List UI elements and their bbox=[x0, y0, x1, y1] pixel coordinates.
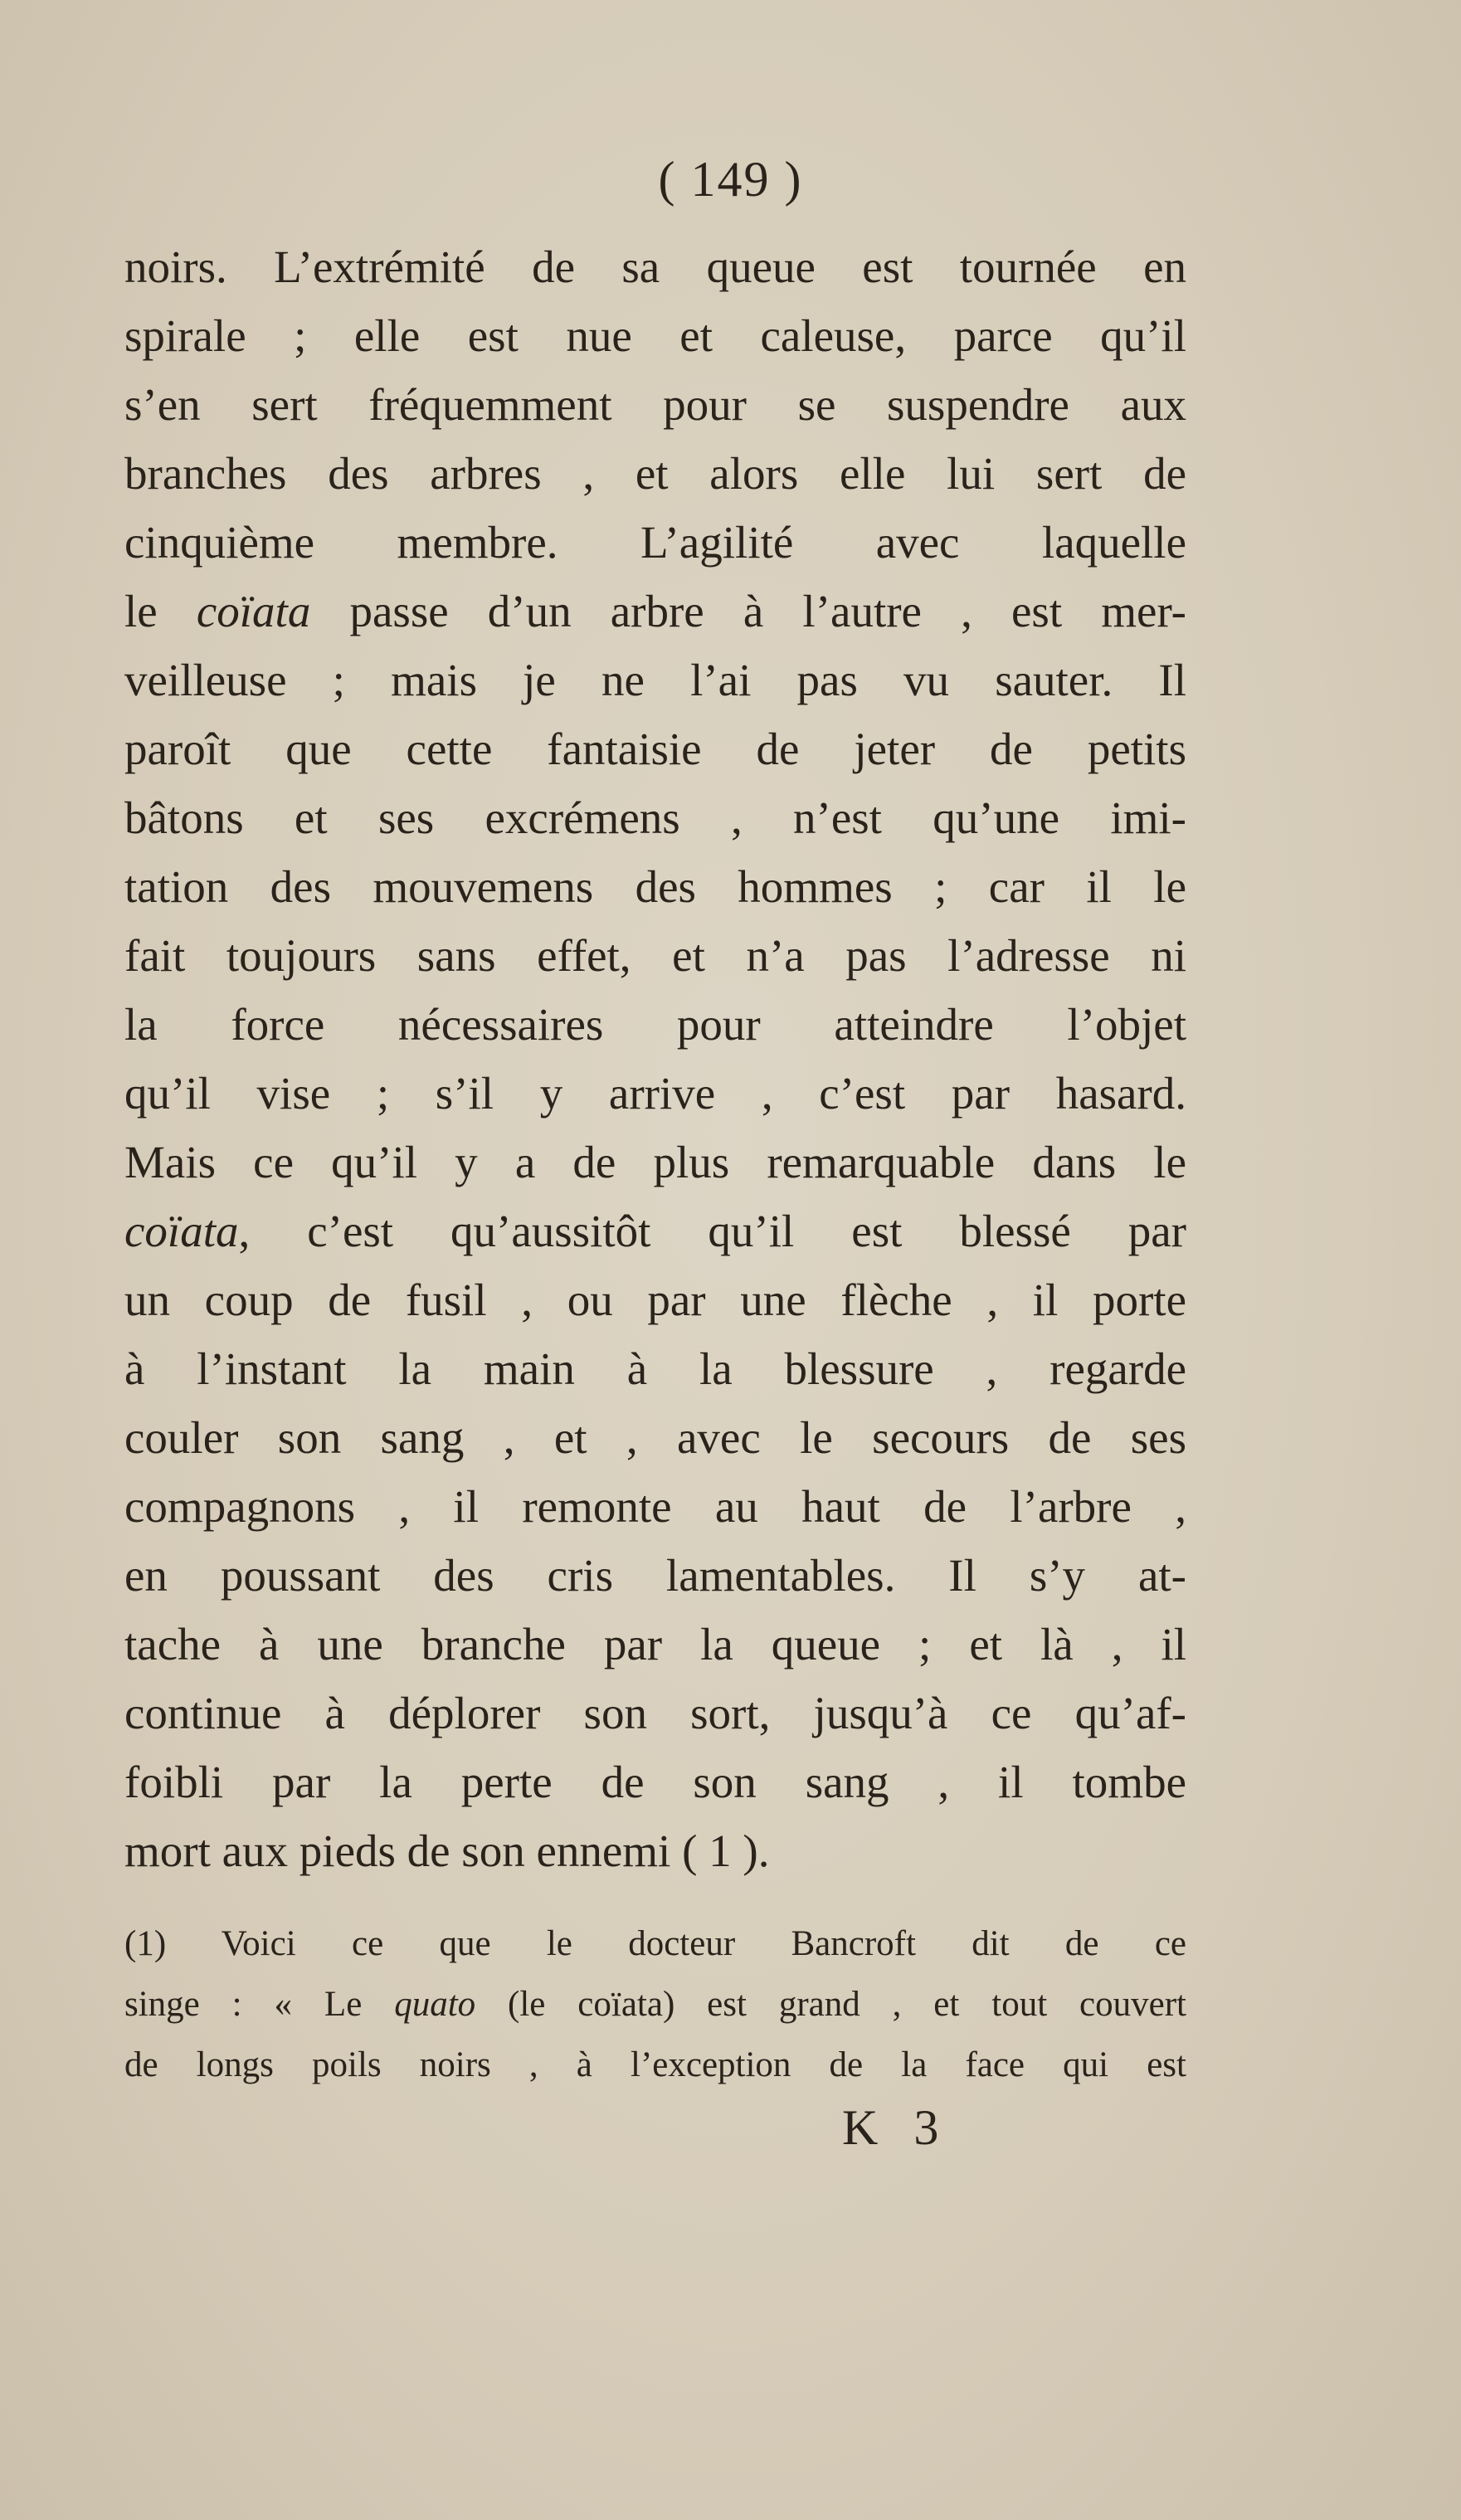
footnote-line bbox=[124, 2035, 1186, 2095]
text-run: fait toujours sans effet, et n’a pas l’adresse ni bbox=[124, 930, 1186, 981]
text-run: tache à une branche par la queue ; et là , il bbox=[124, 1619, 1186, 1669]
text-run: foibli par la perte de son sang , il tombe bbox=[124, 1757, 1186, 1807]
text-run: tation des mouvemens des hommes ; car il le bbox=[124, 861, 1186, 912]
body-line bbox=[124, 1472, 1186, 1541]
italic-text-run: coïata bbox=[124, 1206, 239, 1256]
text-run: passe d’un arbre à l’autre , est mer- bbox=[310, 586, 1186, 636]
text-run: s’en sert fréquemment pour se suspendre aux bbox=[124, 379, 1186, 430]
footnote-line bbox=[124, 1974, 1186, 2035]
text-run: la force nécessaires pour atteindre l’objet bbox=[124, 999, 1186, 1050]
body-line bbox=[124, 1816, 1186, 1885]
body-line bbox=[124, 1610, 1186, 1679]
text-run: paroît que cette fantaisie de jeter de petits bbox=[124, 724, 1186, 774]
body-line bbox=[124, 646, 1186, 714]
body-line bbox=[124, 1747, 1186, 1816]
text-run: bâtons et ses excrémens , n’est qu’une imi- bbox=[124, 792, 1186, 843]
text-run: (le coïata) est grand , et tout couvert bbox=[475, 1985, 1186, 2024]
text-run: en poussant des cris lamentables. Il s’y at- bbox=[124, 1550, 1186, 1601]
body-line bbox=[124, 1128, 1186, 1197]
body-line bbox=[124, 783, 1186, 852]
body-line bbox=[124, 990, 1186, 1059]
text-run: compagnons , il remonte au haut de l’arbre , bbox=[124, 1481, 1186, 1532]
text-run: spirale ; elle est nue et caleuse, parce qu’il bbox=[124, 310, 1186, 361]
body-line bbox=[124, 370, 1186, 439]
body-line bbox=[124, 1265, 1186, 1334]
text-run: branches des arbres , et alors elle lui sert de bbox=[124, 448, 1186, 499]
body-text bbox=[124, 232, 1186, 1885]
text-run: couler son sang , et , avec le secours de ses bbox=[124, 1412, 1186, 1463]
body-line bbox=[124, 714, 1186, 783]
body-line bbox=[124, 1403, 1186, 1472]
text-run: de longs poils noirs , à l’exception de la face qui est bbox=[124, 2045, 1186, 2084]
text-run: à l’instant la main à la blessure , regarde bbox=[124, 1343, 1186, 1394]
text-run: qu’il vise ; s’il y arrive , c’est par hasard. bbox=[124, 1068, 1186, 1119]
body-line bbox=[124, 301, 1186, 370]
text-run: continue à déplorer son sort, jusqu’à ce qu’af- bbox=[124, 1688, 1186, 1738]
body-line bbox=[124, 232, 1186, 301]
signature-mark: K 3 bbox=[842, 2100, 951, 2155]
body-line bbox=[124, 1541, 1186, 1610]
body-line bbox=[124, 577, 1186, 646]
italic-text-run: coïata bbox=[196, 586, 311, 636]
footnote bbox=[124, 1913, 1186, 2095]
text-run: un coup de fusil , ou par une flèche , il porte bbox=[124, 1275, 1186, 1325]
body-line bbox=[124, 508, 1186, 577]
text-run: mort aux pieds de son ennemi ( 1 ). bbox=[124, 1825, 770, 1876]
text-run: , c’est qu’aussitôt qu’il est blessé par bbox=[238, 1206, 1186, 1256]
body-line bbox=[124, 921, 1186, 990]
body-line bbox=[124, 1059, 1186, 1128]
text-run: noirs. L’extrémité de sa queue est tournée en bbox=[124, 241, 1186, 292]
text-run: Mais ce qu’il y a de plus remarquable dans le bbox=[124, 1137, 1186, 1187]
body-line bbox=[124, 1334, 1186, 1403]
page-number-header: ( 149 ) bbox=[658, 152, 803, 207]
text-run: singe : « Le bbox=[124, 1985, 395, 2024]
body-line bbox=[124, 1197, 1186, 1265]
text-run: le bbox=[124, 586, 197, 636]
footnote-line bbox=[124, 1913, 1186, 1974]
italic-text-run: quato bbox=[394, 1985, 476, 2024]
body-line bbox=[124, 439, 1186, 508]
body-line bbox=[124, 852, 1186, 921]
text-run: cinquième membre. L’agilité avec laquelle bbox=[124, 517, 1186, 568]
body-line bbox=[124, 1679, 1186, 1747]
text-run: veilleuse ; mais je ne l’ai pas vu sauter. Il bbox=[124, 655, 1186, 705]
text-run: (1) Voici ce que le docteur Bancroft dit de ce bbox=[124, 1924, 1186, 1963]
